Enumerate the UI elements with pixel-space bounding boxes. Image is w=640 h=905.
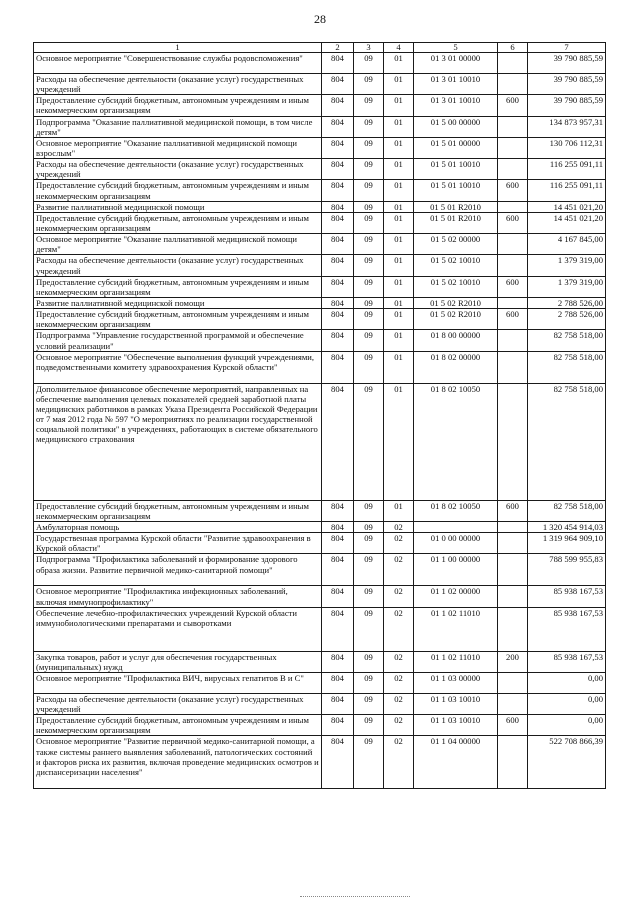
- row-code-6: [498, 330, 528, 351]
- row-amount: 0,00: [528, 693, 606, 714]
- row-code-2: 804: [322, 383, 354, 500]
- row-name: Подпрограмма "Управление государственной программой и обеспечение условий реализации": [34, 330, 322, 351]
- row-code-2: 804: [322, 736, 354, 789]
- row-code-4: 01: [384, 116, 414, 137]
- row-code-2: 804: [322, 137, 354, 158]
- row-name: Предоставление субсидий бюджетным, автономным учреждениям и иным некоммерческим организациям: [34, 715, 322, 736]
- row-code-4: 01: [384, 309, 414, 330]
- row-code-4: 01: [384, 180, 414, 201]
- row-amount: 116 255 091,11: [528, 159, 606, 180]
- row-code-6: [498, 255, 528, 276]
- row-code-5: 01 1 03 00000: [414, 672, 498, 693]
- row-name: Подпрограмма "Оказание паллиативной медицинской помощи, в том числе детям": [34, 116, 322, 137]
- row-name: Основное мероприятие "Совершенствование службы родовспоможения": [34, 53, 322, 74]
- row-code-6: [498, 74, 528, 95]
- row-code-6: [498, 521, 528, 532]
- row-code-4: 01: [384, 383, 414, 500]
- row-code-5: 01 5 01 10010: [414, 180, 498, 201]
- row-code-5: 01 1 03 10010: [414, 715, 498, 736]
- row-name: Развитие паллиативной медицинской помощи: [34, 201, 322, 212]
- budget-table: [33, 42, 606, 789]
- row-code-2: 804: [322, 651, 354, 672]
- row-code-3: 09: [354, 383, 384, 500]
- row-code-6: 600: [498, 309, 528, 330]
- row-code-5: 01 1 02 11010: [414, 607, 498, 651]
- table-row: [34, 383, 606, 500]
- row-code-2: 804: [322, 521, 354, 532]
- row-code-3: 09: [354, 116, 384, 137]
- col-header: 1: [34, 43, 322, 53]
- row-code-5: 01 5 00 00000: [414, 116, 498, 137]
- row-code-3: 09: [354, 651, 384, 672]
- row-code-5: 01 1 00 00000: [414, 554, 498, 586]
- row-code-4: 02: [384, 607, 414, 651]
- row-code-6: 600: [498, 276, 528, 297]
- row-code-6: [498, 116, 528, 137]
- row-code-4: 02: [384, 693, 414, 714]
- table-row: [34, 201, 606, 212]
- table-row: [34, 736, 606, 789]
- row-code-3: 09: [354, 180, 384, 201]
- row-amount: 788 599 955,83: [528, 554, 606, 586]
- table-row: [34, 234, 606, 255]
- row-code-5: 01 5 01 R2010: [414, 212, 498, 233]
- row-code-2: 804: [322, 297, 354, 308]
- row-name: Предоставление субсидий бюджетным, автономным учреждениям и иным некоммерческим организациям: [34, 309, 322, 330]
- row-code-3: 09: [354, 736, 384, 789]
- row-code-4: 02: [384, 736, 414, 789]
- row-code-2: 804: [322, 309, 354, 330]
- row-code-6: [498, 672, 528, 693]
- row-code-6: [498, 693, 528, 714]
- row-amount: 2 788 526,00: [528, 297, 606, 308]
- row-code-6: [498, 137, 528, 158]
- row-code-5: 01 5 01 00000: [414, 137, 498, 158]
- table-row: [34, 607, 606, 651]
- table-row: [34, 297, 606, 308]
- row-code-5: 01 5 02 R2010: [414, 309, 498, 330]
- table-row: [34, 159, 606, 180]
- row-amount: 4 167 845,00: [528, 234, 606, 255]
- row-code-5: 01 8 00 00000: [414, 330, 498, 351]
- row-code-5: 01 5 02 10010: [414, 276, 498, 297]
- row-code-4: 02: [384, 521, 414, 532]
- row-code-4: 01: [384, 276, 414, 297]
- table-row: [34, 309, 606, 330]
- row-code-4: 01: [384, 95, 414, 116]
- row-code-5: 01 3 01 10010: [414, 74, 498, 95]
- row-name: Закупка товаров, работ и услуг для обеспечения государственных (муниципальных) нужд: [34, 651, 322, 672]
- table-row: [34, 95, 606, 116]
- row-name: Основное мероприятие "Развитие первичной медико-санитарной помощи, а также системы раннего выявления заболеваний, патологических состояний и факторов риска их развития, включая проведение медицинских осмотров и диспансеризации населения": [34, 736, 322, 789]
- table-row: [34, 533, 606, 554]
- row-code-3: 09: [354, 74, 384, 95]
- row-code-3: 09: [354, 297, 384, 308]
- col-header: 3: [354, 43, 384, 53]
- row-code-5: 01 8 02 00000: [414, 351, 498, 383]
- row-code-2: 804: [322, 116, 354, 137]
- row-amount: 82 758 518,00: [528, 383, 606, 500]
- row-code-3: 09: [354, 276, 384, 297]
- row-code-6: [498, 159, 528, 180]
- row-amount: 82 758 518,00: [528, 330, 606, 351]
- row-code-3: 09: [354, 693, 384, 714]
- row-amount: 85 938 167,53: [528, 651, 606, 672]
- row-amount: 116 255 091,11: [528, 180, 606, 201]
- row-name: Обеспечение лечебно-профилактических учреждений Курской области иммунобиологическими препаратами и сыворотками: [34, 607, 322, 651]
- row-name: Расходы на обеспечение деятельности (оказание услуг) государственных учреждений: [34, 159, 322, 180]
- row-name: Основное мероприятие "Оказание паллиативной медицинской помощи детям": [34, 234, 322, 255]
- row-code-6: 200: [498, 651, 528, 672]
- row-code-3: 09: [354, 672, 384, 693]
- table-row: [34, 53, 606, 74]
- row-code-4: 01: [384, 159, 414, 180]
- table-row: [34, 693, 606, 714]
- row-code-4: 01: [384, 53, 414, 74]
- row-code-2: 804: [322, 53, 354, 74]
- col-header: 7: [528, 43, 606, 53]
- row-code-4: 01: [384, 234, 414, 255]
- col-header: 6: [498, 43, 528, 53]
- row-name: Подпрограмма "Профилактика заболеваний и формирование здорового образа жизни. Развитие первичной медико-санитарной помощи": [34, 554, 322, 586]
- row-code-3: 09: [354, 201, 384, 212]
- row-code-5: 01 1 04 00000: [414, 736, 498, 789]
- row-code-5: 01 8 02 10050: [414, 383, 498, 500]
- row-code-2: 804: [322, 330, 354, 351]
- row-code-4: 01: [384, 74, 414, 95]
- row-name: Расходы на обеспечение деятельности (оказание услуг) государственных учреждений: [34, 255, 322, 276]
- row-code-3: 09: [354, 53, 384, 74]
- table-row: [34, 715, 606, 736]
- table-row: [34, 651, 606, 672]
- row-name: Предоставление субсидий бюджетным, автономным учреждениям и иным некоммерческим организациям: [34, 500, 322, 521]
- row-code-6: [498, 234, 528, 255]
- row-code-2: 804: [322, 159, 354, 180]
- row-code-2: 804: [322, 201, 354, 212]
- row-amount: 82 758 518,00: [528, 351, 606, 383]
- row-amount: 39 790 885,59: [528, 74, 606, 95]
- row-name: Основное мероприятие "Профилактика ВИЧ, вирусных гепатитов В и С": [34, 672, 322, 693]
- row-code-3: 09: [354, 521, 384, 532]
- row-code-5: 01 5 02 00000: [414, 234, 498, 255]
- row-code-5: 01 8 02 10050: [414, 500, 498, 521]
- row-code-4: 01: [384, 137, 414, 158]
- row-code-3: 09: [354, 554, 384, 586]
- row-code-4: 02: [384, 554, 414, 586]
- row-code-6: [498, 383, 528, 500]
- row-name: Расходы на обеспечение деятельности (оказание услуг) государственных учреждений: [34, 74, 322, 95]
- row-code-6: [498, 201, 528, 212]
- row-code-5: 01 3 01 00000: [414, 53, 498, 74]
- footer-divider: [300, 896, 410, 897]
- row-code-6: [498, 53, 528, 74]
- row-code-2: 804: [322, 715, 354, 736]
- row-code-2: 804: [322, 180, 354, 201]
- table-row: [34, 180, 606, 201]
- row-amount: 522 708 866,39: [528, 736, 606, 789]
- row-code-5: 01 1 02 11010: [414, 651, 498, 672]
- table-row: [34, 276, 606, 297]
- table-row: [34, 330, 606, 351]
- row-code-2: 804: [322, 74, 354, 95]
- row-code-2: 804: [322, 554, 354, 586]
- row-name: Предоставление субсидий бюджетным, автономным учреждениям и иным некоммерческим организациям: [34, 180, 322, 201]
- row-amount: 134 873 957,31: [528, 116, 606, 137]
- row-code-2: 804: [322, 533, 354, 554]
- row-code-2: 804: [322, 672, 354, 693]
- row-amount: 14 451 021,20: [528, 212, 606, 233]
- row-code-6: 600: [498, 95, 528, 116]
- row-code-3: 09: [354, 159, 384, 180]
- row-code-3: 09: [354, 255, 384, 276]
- row-code-2: 804: [322, 351, 354, 383]
- col-header: 4: [384, 43, 414, 53]
- row-amount: 0,00: [528, 715, 606, 736]
- row-code-6: [498, 554, 528, 586]
- row-name: Амбулаторная помощь: [34, 521, 322, 532]
- page-number: 28: [314, 12, 326, 26]
- row-code-3: 09: [354, 212, 384, 233]
- table-row: [34, 116, 606, 137]
- row-name: Основное мероприятие "Обеспечение выполнения функций учреждениями, подведомственными комитету здравоохранения Курской области": [34, 351, 322, 383]
- row-amount: 82 758 518,00: [528, 500, 606, 521]
- header-row: [34, 43, 606, 53]
- row-code-5: 01 5 02 10010: [414, 255, 498, 276]
- row-amount: 39 790 885,59: [528, 53, 606, 74]
- row-code-4: 01: [384, 500, 414, 521]
- row-code-6: 600: [498, 500, 528, 521]
- row-code-5: 01 5 02 R2010: [414, 297, 498, 308]
- table-row: [34, 74, 606, 95]
- row-amount: 2 788 526,00: [528, 309, 606, 330]
- row-code-5: [414, 521, 498, 532]
- row-code-6: [498, 351, 528, 383]
- row-amount: 85 938 167,53: [528, 607, 606, 651]
- row-code-2: 804: [322, 276, 354, 297]
- row-code-6: [498, 533, 528, 554]
- row-code-3: 09: [354, 607, 384, 651]
- table-row: [34, 500, 606, 521]
- row-code-2: 804: [322, 693, 354, 714]
- col-header: 5: [414, 43, 498, 53]
- row-code-3: 09: [354, 137, 384, 158]
- row-code-3: 09: [354, 309, 384, 330]
- row-amount: 85 938 167,53: [528, 586, 606, 607]
- row-code-4: 02: [384, 586, 414, 607]
- row-code-2: 804: [322, 212, 354, 233]
- row-code-3: 09: [354, 533, 384, 554]
- row-name: Предоставление субсидий бюджетным, автономным учреждениям и иным некоммерческим организациям: [34, 95, 322, 116]
- row-code-2: 804: [322, 234, 354, 255]
- row-amount: 1 319 964 909,10: [528, 533, 606, 554]
- table-row: [34, 255, 606, 276]
- row-code-3: 09: [354, 715, 384, 736]
- row-code-3: 09: [354, 500, 384, 521]
- row-code-6: 600: [498, 715, 528, 736]
- row-amount: 14 451 021,20: [528, 201, 606, 212]
- row-code-4: 01: [384, 351, 414, 383]
- row-code-5: 01 5 01 10010: [414, 159, 498, 180]
- row-code-6: 600: [498, 212, 528, 233]
- row-code-3: 09: [354, 234, 384, 255]
- row-name: Предоставление субсидий бюджетным, автономным учреждениям и иным некоммерческим организациям: [34, 276, 322, 297]
- row-name: Государственная программа Курской области "Развитие здравоохранения в Курской области": [34, 533, 322, 554]
- col-header: 2: [322, 43, 354, 53]
- row-code-2: 804: [322, 500, 354, 521]
- row-code-5: 01 3 01 10010: [414, 95, 498, 116]
- row-code-3: 09: [354, 95, 384, 116]
- row-name: Основное мероприятие "Профилактика инфекционных заболеваний, включая иммунопрофилактику": [34, 586, 322, 607]
- row-amount: 1 379 319,00: [528, 255, 606, 276]
- table-row: [34, 351, 606, 383]
- row-name: Расходы на обеспечение деятельности (оказание услуг) государственных учреждений: [34, 693, 322, 714]
- row-code-4: 01: [384, 255, 414, 276]
- row-code-6: 600: [498, 180, 528, 201]
- row-code-5: 01 1 03 10010: [414, 693, 498, 714]
- row-name: Основное мероприятие "Оказание паллиативной медицинской помощи взрослым": [34, 137, 322, 158]
- row-code-4: 02: [384, 715, 414, 736]
- row-code-3: 09: [354, 586, 384, 607]
- table-row: [34, 672, 606, 693]
- row-code-6: [498, 607, 528, 651]
- row-code-3: 09: [354, 351, 384, 383]
- row-code-4: 01: [384, 330, 414, 351]
- row-code-4: 02: [384, 672, 414, 693]
- table-row: [34, 521, 606, 532]
- table-row: [34, 137, 606, 158]
- row-code-4: 02: [384, 651, 414, 672]
- row-code-3: 09: [354, 330, 384, 351]
- row-name: Предоставление субсидий бюджетным, автономным учреждениям и иным некоммерческим организациям: [34, 212, 322, 233]
- table-row: [34, 554, 606, 586]
- row-code-5: 01 5 01 R2010: [414, 201, 498, 212]
- row-code-4: 01: [384, 297, 414, 308]
- row-code-2: 804: [322, 95, 354, 116]
- table-row: [34, 586, 606, 607]
- row-code-2: 804: [322, 607, 354, 651]
- row-code-4: 01: [384, 201, 414, 212]
- row-amount: 1 320 454 914,03: [528, 521, 606, 532]
- row-name: Дополнительное финансовое обеспечение мероприятий, направленных на обеспечение выполнения целевых показателей средней заработной платы медицинских работников в рамках Указа Президента Российской Федерации от 7 мая 2012 года № 597 "О мероприятиях по реализации государственной социальной политики" в учреждениях, работающих в системе обязательного медицинского страхования: [34, 383, 322, 500]
- row-code-2: 804: [322, 255, 354, 276]
- row-amount: 0,00: [528, 672, 606, 693]
- row-code-5: 01 0 00 00000: [414, 533, 498, 554]
- row-name: Развитие паллиативной медицинской помощи: [34, 297, 322, 308]
- row-code-4: 01: [384, 212, 414, 233]
- row-code-5: 01 1 02 00000: [414, 586, 498, 607]
- row-code-6: [498, 586, 528, 607]
- table-row: [34, 212, 606, 233]
- row-code-2: 804: [322, 586, 354, 607]
- row-amount: 1 379 319,00: [528, 276, 606, 297]
- row-amount: 130 706 112,31: [528, 137, 606, 158]
- row-code-6: [498, 297, 528, 308]
- row-amount: 39 790 885,59: [528, 95, 606, 116]
- row-code-6: [498, 736, 528, 789]
- row-code-4: 02: [384, 533, 414, 554]
